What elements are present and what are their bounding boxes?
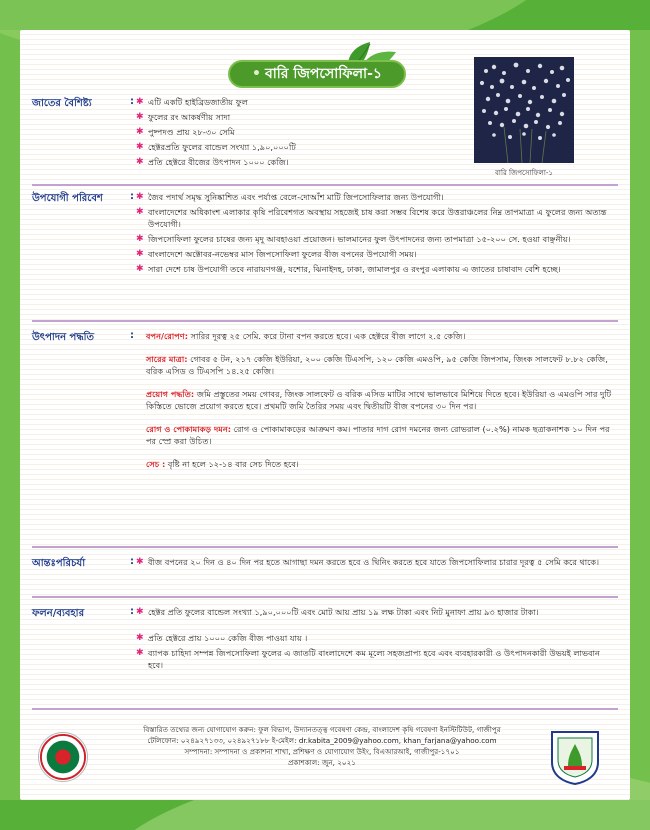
footer — [32, 718, 618, 800]
star-bullet-icon: ✱ — [136, 249, 144, 259]
list-item: ✱ ফুলের রং আকর্ষণীয় সাদা — [136, 112, 231, 122]
left-green-border — [0, 0, 20, 830]
star-bullet-icon: ✱ — [136, 97, 144, 107]
list-item: ✱ বাংলাদেশের অধিকাংশ এলাকার কৃষি পরিবেশগত অবস্থায় সহজেই চাষ করা সম্ভব বিশেষ করে উত্তরাঞ্চলের নিম্ন তাপমাত্রা এ ফুলের জন্য অত্যন্ত উপযোগী। — [136, 207, 607, 229]
footer-line-phone-email: টেলিফোন: ০২৪৯২৭১৩৩, ০২৪৯২৭১৮৮ ই-মেইল: dr.kabita_2009@yahoo.com, khan_farjana@yahoo.com — [147, 736, 497, 745]
section-divider — [32, 708, 618, 710]
list-item: ✱ হেক্টরপ্রতি ফুলের বান্ডেল সংখ্যা ১,৯০,০০০টি — [136, 142, 296, 152]
yield-list — [136, 606, 616, 674]
section-divider — [32, 596, 618, 598]
list-item: ✱ পুষ্পদণ্ড প্রায় ২৮-৩০ সেমি — [136, 127, 235, 137]
environment-list — [136, 191, 616, 278]
star-bullet-icon: ✱ — [136, 142, 144, 152]
list-item: ✱ জিপসোফিলা ফুলের চাষের জন্য মৃদু আবহাওয়া প্রয়োজন। ভালমানের ফুল উৎপাদনের জন্য তাপমাত্রা ১৫-২০০ সে. হওয়া বাঞ্ছনীয়। — [136, 234, 571, 244]
section-heading-yield: ফলন/ব্যবহার : — [32, 606, 134, 619]
star-bullet-icon: ✱ — [136, 607, 144, 617]
star-bullet-icon: ✱ — [136, 112, 144, 122]
production-paragraphs — [146, 330, 616, 481]
irrigation-paragraph: সেচ : বৃষ্টি না হলে ১২-১৪ বার সেচ দিতে হবে। — [146, 459, 299, 469]
government-seal-logo — [38, 732, 88, 782]
list-item: ✱ সারা দেশে চাষ উপযোগী তবে নারায়ণগঞ্জ, যশোর, ঝিনাইদহ, ঢাকা, জামালপুর ও রংপুর এলাকায় এ জাতের চাষাবাদ বেশি হচ্ছে। — [136, 264, 561, 274]
star-bullet-icon: ✱ — [136, 648, 144, 658]
star-bullet-icon: ✱ — [136, 557, 144, 567]
star-bullet-icon: ✱ — [136, 127, 144, 137]
intercultural-list — [136, 556, 616, 571]
fertilizer-paragraph: সারের মাত্রা: গোবর ৫ টন, ২১৭ কেজি ইউরিয়া, ২০০ কেজি টিএসপি, ১২০ কেজি এমওপি, ৯৫ কেজি জিপসাম, জিংক সালফেট ৮.৮২ কেজি, বরিক এসিড ও টিএসপি ১৪.২৫ কেজি। — [146, 354, 608, 376]
list-item: ✱ জৈব পদার্থ সমৃদ্ধ সুনিষ্কাশিত এবং পর্যাপ্ত বেলে-দোআঁশ মাটি জিপসোফিলার জন্য উপযোগী। — [136, 192, 444, 202]
footer-line-editing: সম্পাদনা: সম্পাদনা ও প্রকাশনা শাখা, প্রশিক্ষণ ও যোগাযোগ উইং, বিএআরআই, গাজীপুর-১৭০১ — [184, 747, 460, 756]
bari-logo — [546, 728, 604, 786]
list-item: ✱ প্রতি হেক্টরে প্রায় ১০০০ কেজি বীজ পাওয়া যায় । — [136, 633, 308, 643]
sowing-paragraph: বপন/রোপণ: সারির দূরত্ব ২৫ সেমি. করে টানা বপন করতে হবে। এক হেক্টরে বীজ লাগে ২.৫ কেজি। — [146, 331, 466, 341]
section-divider — [32, 546, 618, 548]
list-item: ✱ হেক্টর প্রতি ফুলের বান্ডেল সংখ্যা ১,৯০,০০০টি এবং মোট আয় প্রায় ১৯ লক্ষ টাকা এবং নিট মুনাফা প্রায় ৯৩ হাজার টাকা। — [136, 607, 539, 617]
list-item: ✱ এটি একটি হাইব্রিডজাতীয় ফুল — [136, 97, 248, 107]
list-item: ✱ বাংলাদেশে অক্টোবর-নভেম্বর মাস জিপসোফিলা ফুলের বীজ বপনের উপযোগী সময়। — [136, 249, 417, 259]
section-heading-intercultural: আন্তঃপরিচর্যা : — [32, 556, 134, 569]
footer-line-contact: বিস্তারিত তথ্যের জন্য যোগাযোগ করুন: ফুল বিভাগ, উদ্যানতত্ত্ব গবেষণা কেন্দ্র, বাংলাদেশ কৃষি গবেষণা ইনস্টিটিউট, গাজীপুর — [143, 725, 501, 734]
list-item: ✱ ব্যাপক চাহিদা সম্পন্ন জিপসোফিলা ফুলের এ জাতটি বাংলাদেশে কম মূল্যে সহজপ্রাপ্য হবে এবং ব্যবহারকারী ও উৎপাদনকারী উভয়ই লাভবান হবে। — [136, 648, 600, 670]
star-bullet-icon: ✱ — [136, 192, 144, 202]
application-paragraph: প্রয়োগ পদ্ধতি: জমি প্রস্তুতের সময় গোবর, জিংক সালফেট ও বরিক এসিড মাটির সাথে ভালভাবে মিশিয়ে দিতে হবে। ইউরিয়া ও এমওপি সার দুটি কিস্তিতে ভোজে প্রয়োগ করতে হবে। প্রথমটি জমি তৈরির সময় এবং দ্বিতীয়টি বীজ বপনের ৩০ দিন পর। — [146, 389, 612, 411]
footer-line-published: প্রকাশকাল: জুন, ২০২১ — [288, 758, 356, 767]
star-bullet-icon: ✱ — [136, 207, 144, 217]
page-title: বারি জিপসোফিলা-১ — [264, 66, 382, 82]
footer-contact — [112, 724, 532, 768]
photo-caption: বারি জিপসোফিলা-১ — [495, 169, 553, 177]
star-bullet-icon: ✱ — [136, 234, 144, 244]
star-bullet-icon: ✱ — [136, 264, 144, 274]
list-item: ✱ বীজ বপনের ২০ দিন ও ৪০ দিন পর হতে আগাছা দমন করতে হবে ও থিনিং করতে হবে যাতে জিপসোফিলার চারার দূরত্ব ৫ সেমি করে থাকে। — [136, 557, 600, 567]
features-list — [136, 96, 616, 171]
title-dot-icon: • — [252, 66, 261, 82]
section-heading-production: উৎপাদন পদ্ধতি : — [32, 330, 134, 343]
right-green-border — [630, 0, 650, 830]
section-heading-environment: উপযোগী পরিবেশ : — [32, 191, 134, 204]
pest-control-paragraph: রোগ ও পোকামাকড় দমন: রোগ ও পোকামাকড়ের আক্রমণ কম। পাতার দাগ রোগ দমনের জন্য রোভরাল (০.২%) নামক ছত্রাকনাশক ১০ দিন পর পর স্প্রে করা উচিত। — [146, 424, 610, 446]
section-divider — [32, 184, 618, 186]
list-item: ✱ প্রতি হেক্টরে বীজের উৎপাদন ১০০০ কেজি। — [136, 157, 289, 167]
title-badge — [228, 60, 406, 88]
section-divider — [32, 320, 618, 322]
star-bullet-icon: ✱ — [136, 157, 144, 167]
section-heading-features: জাতের বৈশিষ্ট্য : — [32, 96, 134, 109]
star-bullet-icon: ✱ — [136, 633, 144, 643]
